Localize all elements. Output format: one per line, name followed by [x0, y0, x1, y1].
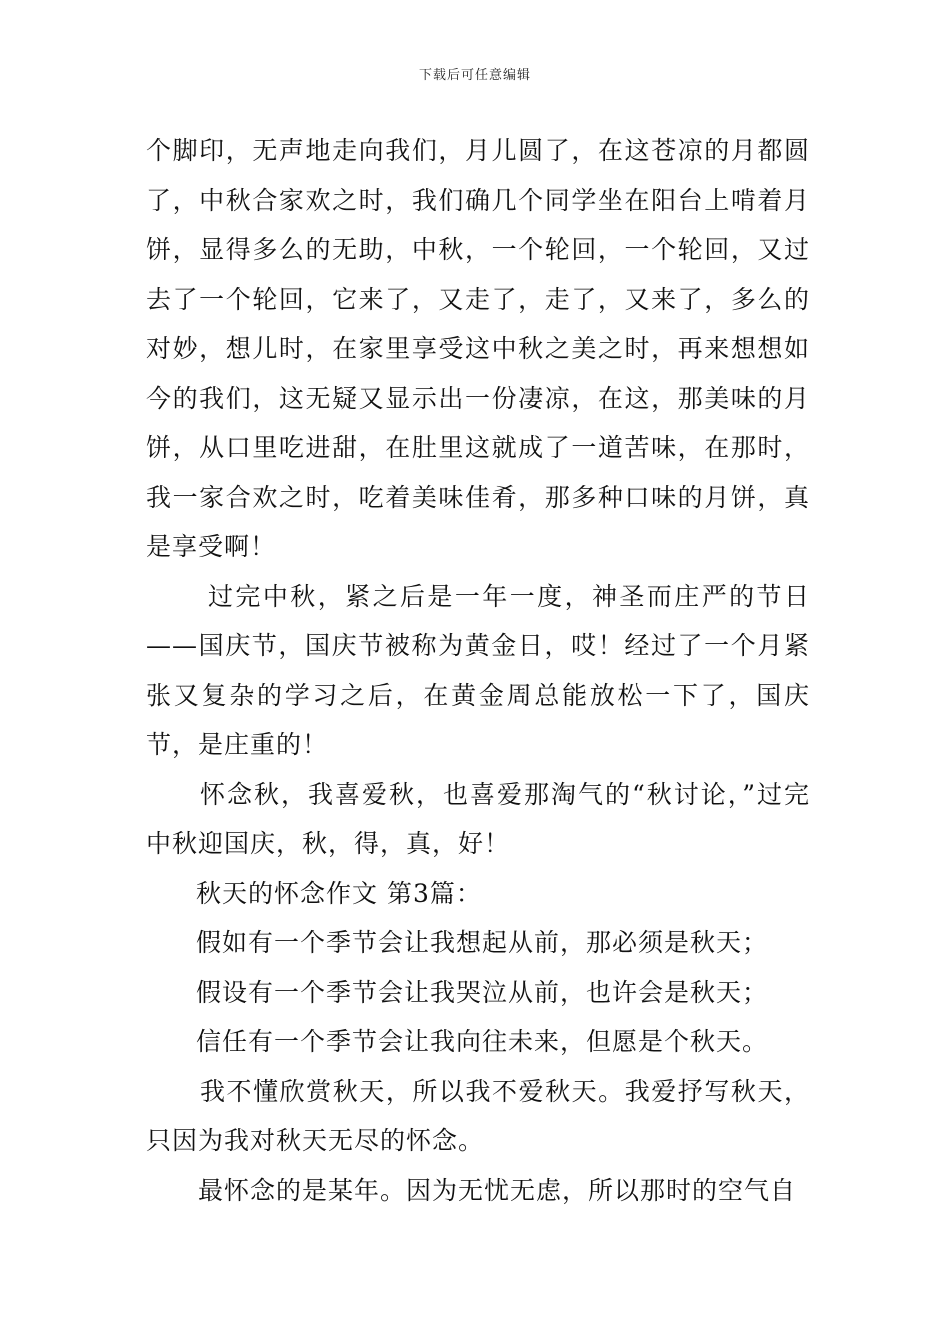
paragraph-1: 个脚印，无声地走向我们，月儿圆了，在这苍凉的月都圆了，中秋合家欢之时，我们确几个同学坐在阳台上啃着月饼，显得多么的无助，中秋，一个轮回，一个轮回，又过去了一个轮回，它来了，又走了，走了，又来了，多么的对妙，想儿时，在家里享受这中秋之美之时，再来想想如今的我们，这无疑又显示出一份凄凉，在这，那美味的月饼，从口里吃进甜，在肚里这就成了一道苦味，在那时，我一家合欢之时，吃着美味佳肴，那多种口味的月饼，真是享受啊！	[146, 136, 810, 561]
document-body	[146, 126, 810, 1215]
paragraph-2: 过完中秋，紧之后是一年一度，神圣而庄严的节日——国庆节，国庆节被称为黄金日，哎！经过了一个月紧张又复杂的学习之后，在黄金周总能放松一下了，国庆节，是庄重的！	[146, 581, 810, 759]
paragraph-5: 最怀念的是某年。因为无忧无虑，所以那时的空气自	[198, 1175, 797, 1205]
poem-line-2: 假设有一个季节会让我哭泣从前，也许会是秋天；	[196, 977, 769, 1007]
paragraph-3: 怀念秋，我喜爱秋，也喜爱那淘气的“秋讨论，”过完中秋迎国庆，秋，得，真，好！	[146, 779, 810, 858]
section-heading: 秋天的怀念作文 第3篇：	[196, 878, 482, 908]
poem-line-3: 信任有一个季节会让我向往未来，但愿是个秋天。	[196, 1027, 769, 1056]
page-header: 下载后可任意编辑	[418, 68, 531, 83]
poem-line-1: 假如有一个季节会让我想起从前，那必须是秋天；	[196, 928, 769, 957]
paragraph-4: 我不懂欣赏秋天，所以我不爱秋天。我爱抒写秋天，只因为我对秋天无尽的怀念。	[146, 1076, 810, 1155]
